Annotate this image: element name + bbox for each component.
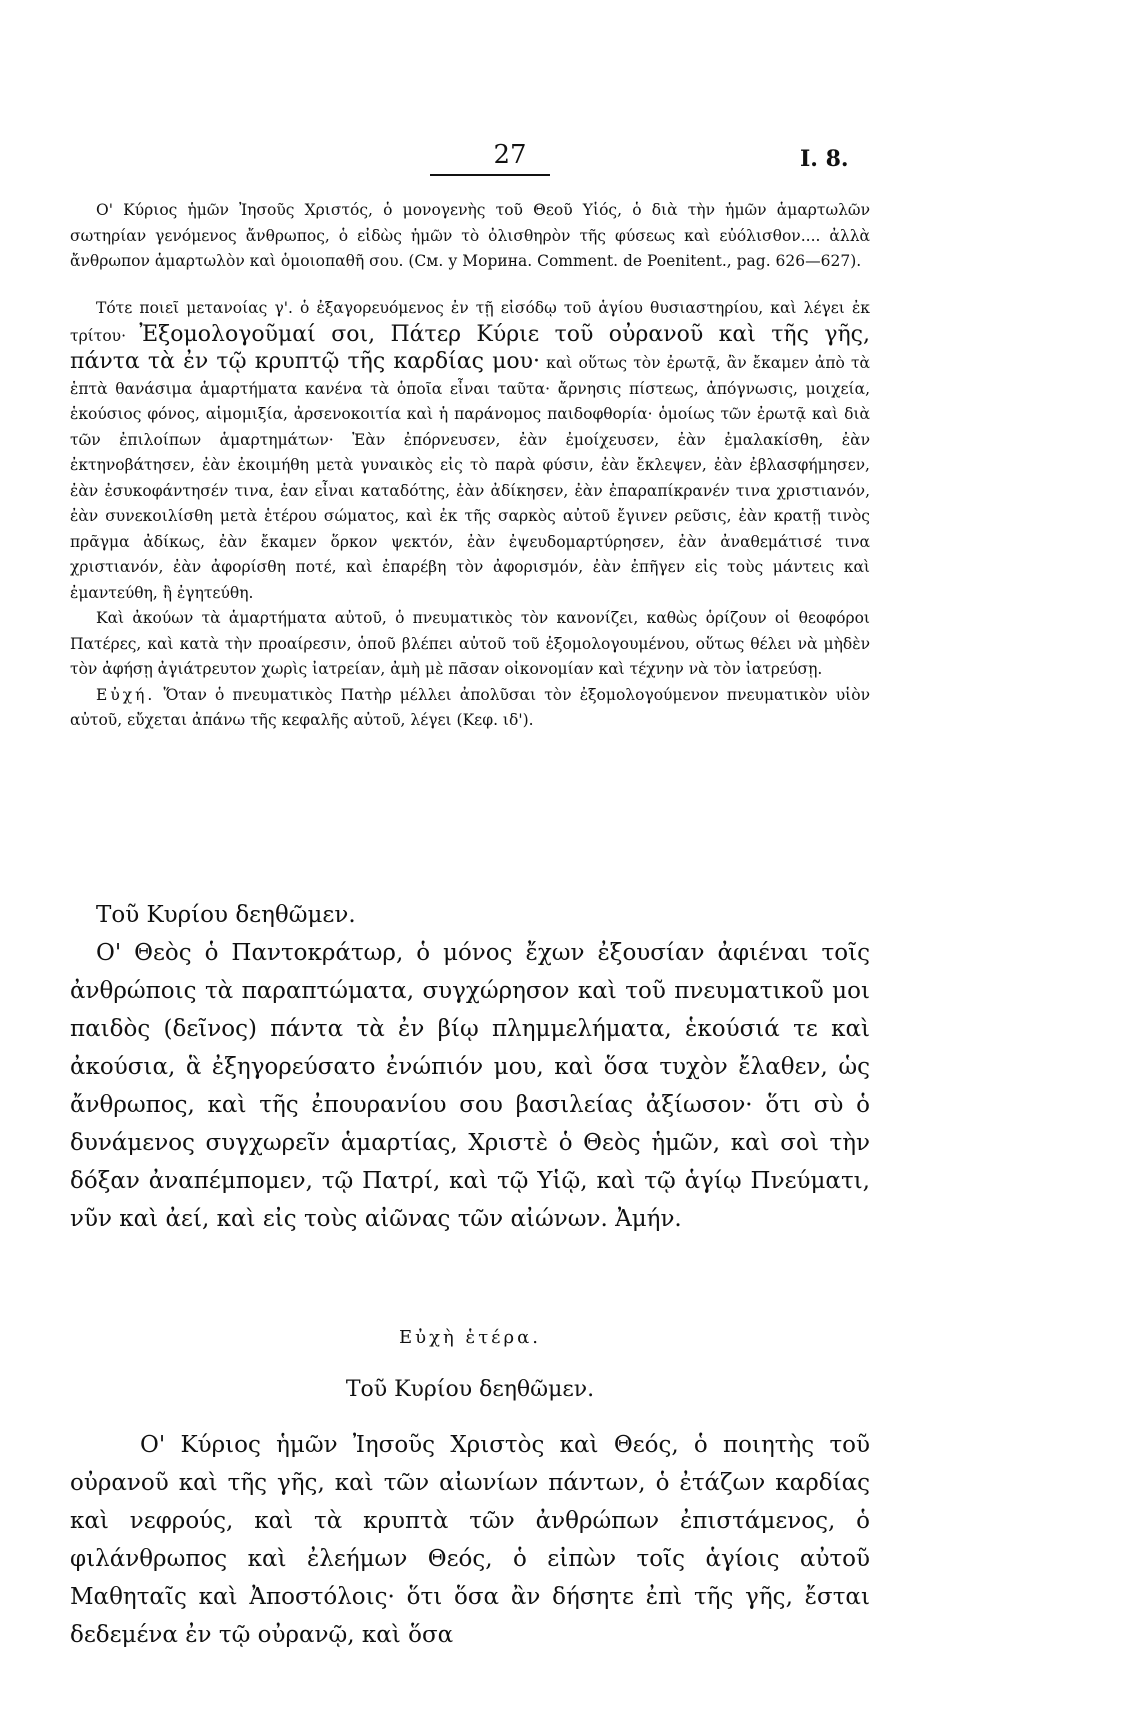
rubric-1-text: Τότε ποιεῖ μετανοίας γ'. ὁ ἐξαγορευόμενος ἐν τῇ εἰσόδῳ τοῦ ἁγίου θυσιαστηρίου, καὶ λέγει ἐκ τρίτου· [70, 299, 870, 345]
rubric-paragraph-3 [70, 683, 870, 734]
rubric-3-text: Ὅταν ὁ πνευματικὸς Πατὴρ μέλλει ἀπολῦσαι τὸν ἐξομολογούμενον πνευματικὸν υἱὸν αὐτοῦ, εὔχεται ἀπάνω τῆς κεφαλῆς αὐτοῦ, λέγει (Κεφ. ιδ'). [70, 685, 870, 729]
rubric-paragraph-1 [70, 296, 870, 606]
rubric-1-continuation: καὶ οὕτως τὸν ἐρωτᾷ, ἂν ἔκαμεν ἀπὸ τὰ ἑπτὰ θανάσιμα ἁμαρτήματα κανένα τὰ ὁποῖα εἶναι ταῦτα· ἄρνησις πίστεως, ἀπόγνωσις, μοιχεία, ἑκούσιος φόνος, αἱμομιξία, ἀρσενοκοιτία καὶ ἡ παράνομος παιδοφθορία· ὁμοίως τῶν ἐρωτᾷ καὶ διὰ τῶν ἐπιλοίπων ἁμαρτημάτων· Ἐὰν ἐπόρνευσεν, ἐὰν ἐμοίχευσεν, ἐὰν ἐμαλακίσθη, ἐὰν ἐκτηνοβάτησεν, ἐὰν ἐκοιμήθη μετὰ γυναικὸς εἰς τὸ παρὰ φύσιν, ἐὰν ἔκλεψεν, ἐὰν ἐβλασφήμησεν, ἐὰν ἐσυκοφάντησέν τινα, ἐαν εἶναι καταδότης, ἐὰν ἀδίκησεν, ἐὰν ἐπαραπίκρανέν τινα χριστιανόν, ἐὰν συνεκοιλίσθη μετὰ ἑτέρου σώματος, καὶ ἐκ τῆς σαρκὸς αὐτοῦ ἔγινεν ρεῦσις, ἐὰν κρατῇ τινὸς πρᾶγμα ἀδίκως, ἐὰν ἔκαμεν ὅρκον ψεκτόν, ἐὰν ἐψευδομαρτύρησεν, ἐὰν ἀναθεμάτισέ τινα χριστιανόν, ἐὰν ἀφορίσθη ποτέ, καὶ ἐπαρέβη τὸν ἀφορισμόν, ἐὰν ἐπῆγεν εἰς τοὺς μάντεις καὶ ἐμαντεύθη, ἢ ἐγητεύθη. [70, 354, 870, 602]
prayer-2-block [70, 1320, 870, 1654]
prayer-1-intro: Τοῦ Κυρίου δεηθῶμεν. [96, 902, 356, 928]
note-paragraph: Ο' Κύριος ἡμῶν Ἰησοῦς Χριστός, ὁ μονογενὴς τοῦ Θεοῦ Υἱός, ὁ διὰ τὴν ἡμῶν ἁμαρτωλῶν σωτηρίαν γενόμενος ἄνθρωπος, ὁ εἰδὼς ἡμῶν τὸ ὀλισθηρὸν τῆς φύσεως καὶ εὐόλισθον.... ἀλλὰ ἄνθρωπον ἁμαρτωλὸν καὶ ὁμοιοπαθῆ σου. (См. у Морина. Comment. de Poenitent., pag. 626—627). [70, 201, 870, 270]
page-number: 27 [493, 140, 527, 170]
prayer-2-text: Ο' Κύριος ἡμῶν Ἰησοῦς Χριστὸς καὶ Θεός, ὁ ποιητὴς τοῦ οὐρανοῦ καὶ τῆς γῆς, καὶ τῶν αἰωνίων πάντων, ὁ ἐτάζων καρδίας καὶ νεφρούς, καὶ τὰ κρυπτὰ τῶν ἀνθρώπων ἐπιστάμενος, ὁ φιλάνθρωπος καὶ ἐλεήμων Θεός, ὁ εἰπὼν τοῖς ἁγίοις αὐτοῦ Μαθηταῖς καὶ Ἀποστόλοις· ὅτι ὅσα ἂν δήσητε ἐπὶ τῆς γῆς, ἔσται δεδεμένα ἐν τῷ οὐρανῷ, καὶ ὅσα [70, 1432, 870, 1648]
rubric-3-label: Εὐχή. [96, 685, 156, 704]
page-header [0, 140, 1140, 180]
prayer-2-intro: Τοῦ Κυρίου δεηθῶμεν. [345, 1377, 595, 1402]
prayer-1-text: Ο' Θεὸς ὁ Παντοκράτωρ, ὁ μόνος ἔχων ἐξουσίαν ἀφιέναι τοῖς ἀνθρώποις τὰ παραπτώματα, συγχώρησον καὶ τοῦ πνευματικοῦ μοι παιδὸς (δεῖνος) πάντα τὰ ἐν βίῳ πλημμελήματα, ἑκούσιά τε καὶ ἀκούσια, ἃ ἐξηγορεύσατο ἐνώπιόν μου, καὶ ὅσα τυχὸν ἔλαθεν, ὡς ἄνθρωπος, καὶ τῆς ἐπουρανίου σου βασιλείας ἀξίωσον· ὅτι σὺ ὁ δυνάμενος συγχωρεῖν ἁμαρτίας, Χριστὲ ὁ Θεὸς ἡμῶν, καὶ σοὶ τὴν δόξαν ἀναπέμπομεν, τῷ Πατρί, καὶ τῷ Υἱῷ, καὶ τῷ ἁγίῳ Πνεύματι, νῦν καὶ ἀεί, καὶ εἰς τοὺς αἰῶνας τῶν αἰώνων. Ἀμήν. [70, 940, 870, 1232]
prayer-2-body [70, 1426, 870, 1654]
confession-formula: Ἐξομολογοῦμαί σοι, Πάτερ Κύριε τοῦ οὐρανοῦ καὶ τῆς γῆς, πάντα τὰ ἐν τῷ κρυπτῷ τῆς καρδίας μου· [70, 321, 870, 374]
section-reference: I. 8. [800, 146, 849, 172]
footnote-block [70, 198, 870, 275]
prayer-2-title: Εὐχὴ ἑτέρα. [399, 1327, 541, 1348]
header-rule [430, 174, 550, 176]
prayer-1-block [70, 896, 870, 1238]
rubric-paragraph-2: Καὶ ἀκούων τὰ ἁμαρτήματα αὐτοῦ, ὁ πνευματικὸς τὸν κανονίζει, καθὼς ὁρίζουν οἱ θεοφόροι Πατέρες, καὶ κατὰ τὴν προαίρεσιν, ὁποῦ βλέπει αὐτοῦ τοῦ ἐξομολογουμένου, οὕτως θέλει νὰ μὴδὲν τὸν ἀφήσῃ ἀγιάτρευτον χωρὶς ἰατρείαν, ἀμὴ μὲ πᾶσαν οἰκονομίαν καὶ τέχνην νὰ τὸν ἰατρεύσῃ. [70, 609, 870, 678]
rubric-block [70, 296, 870, 734]
